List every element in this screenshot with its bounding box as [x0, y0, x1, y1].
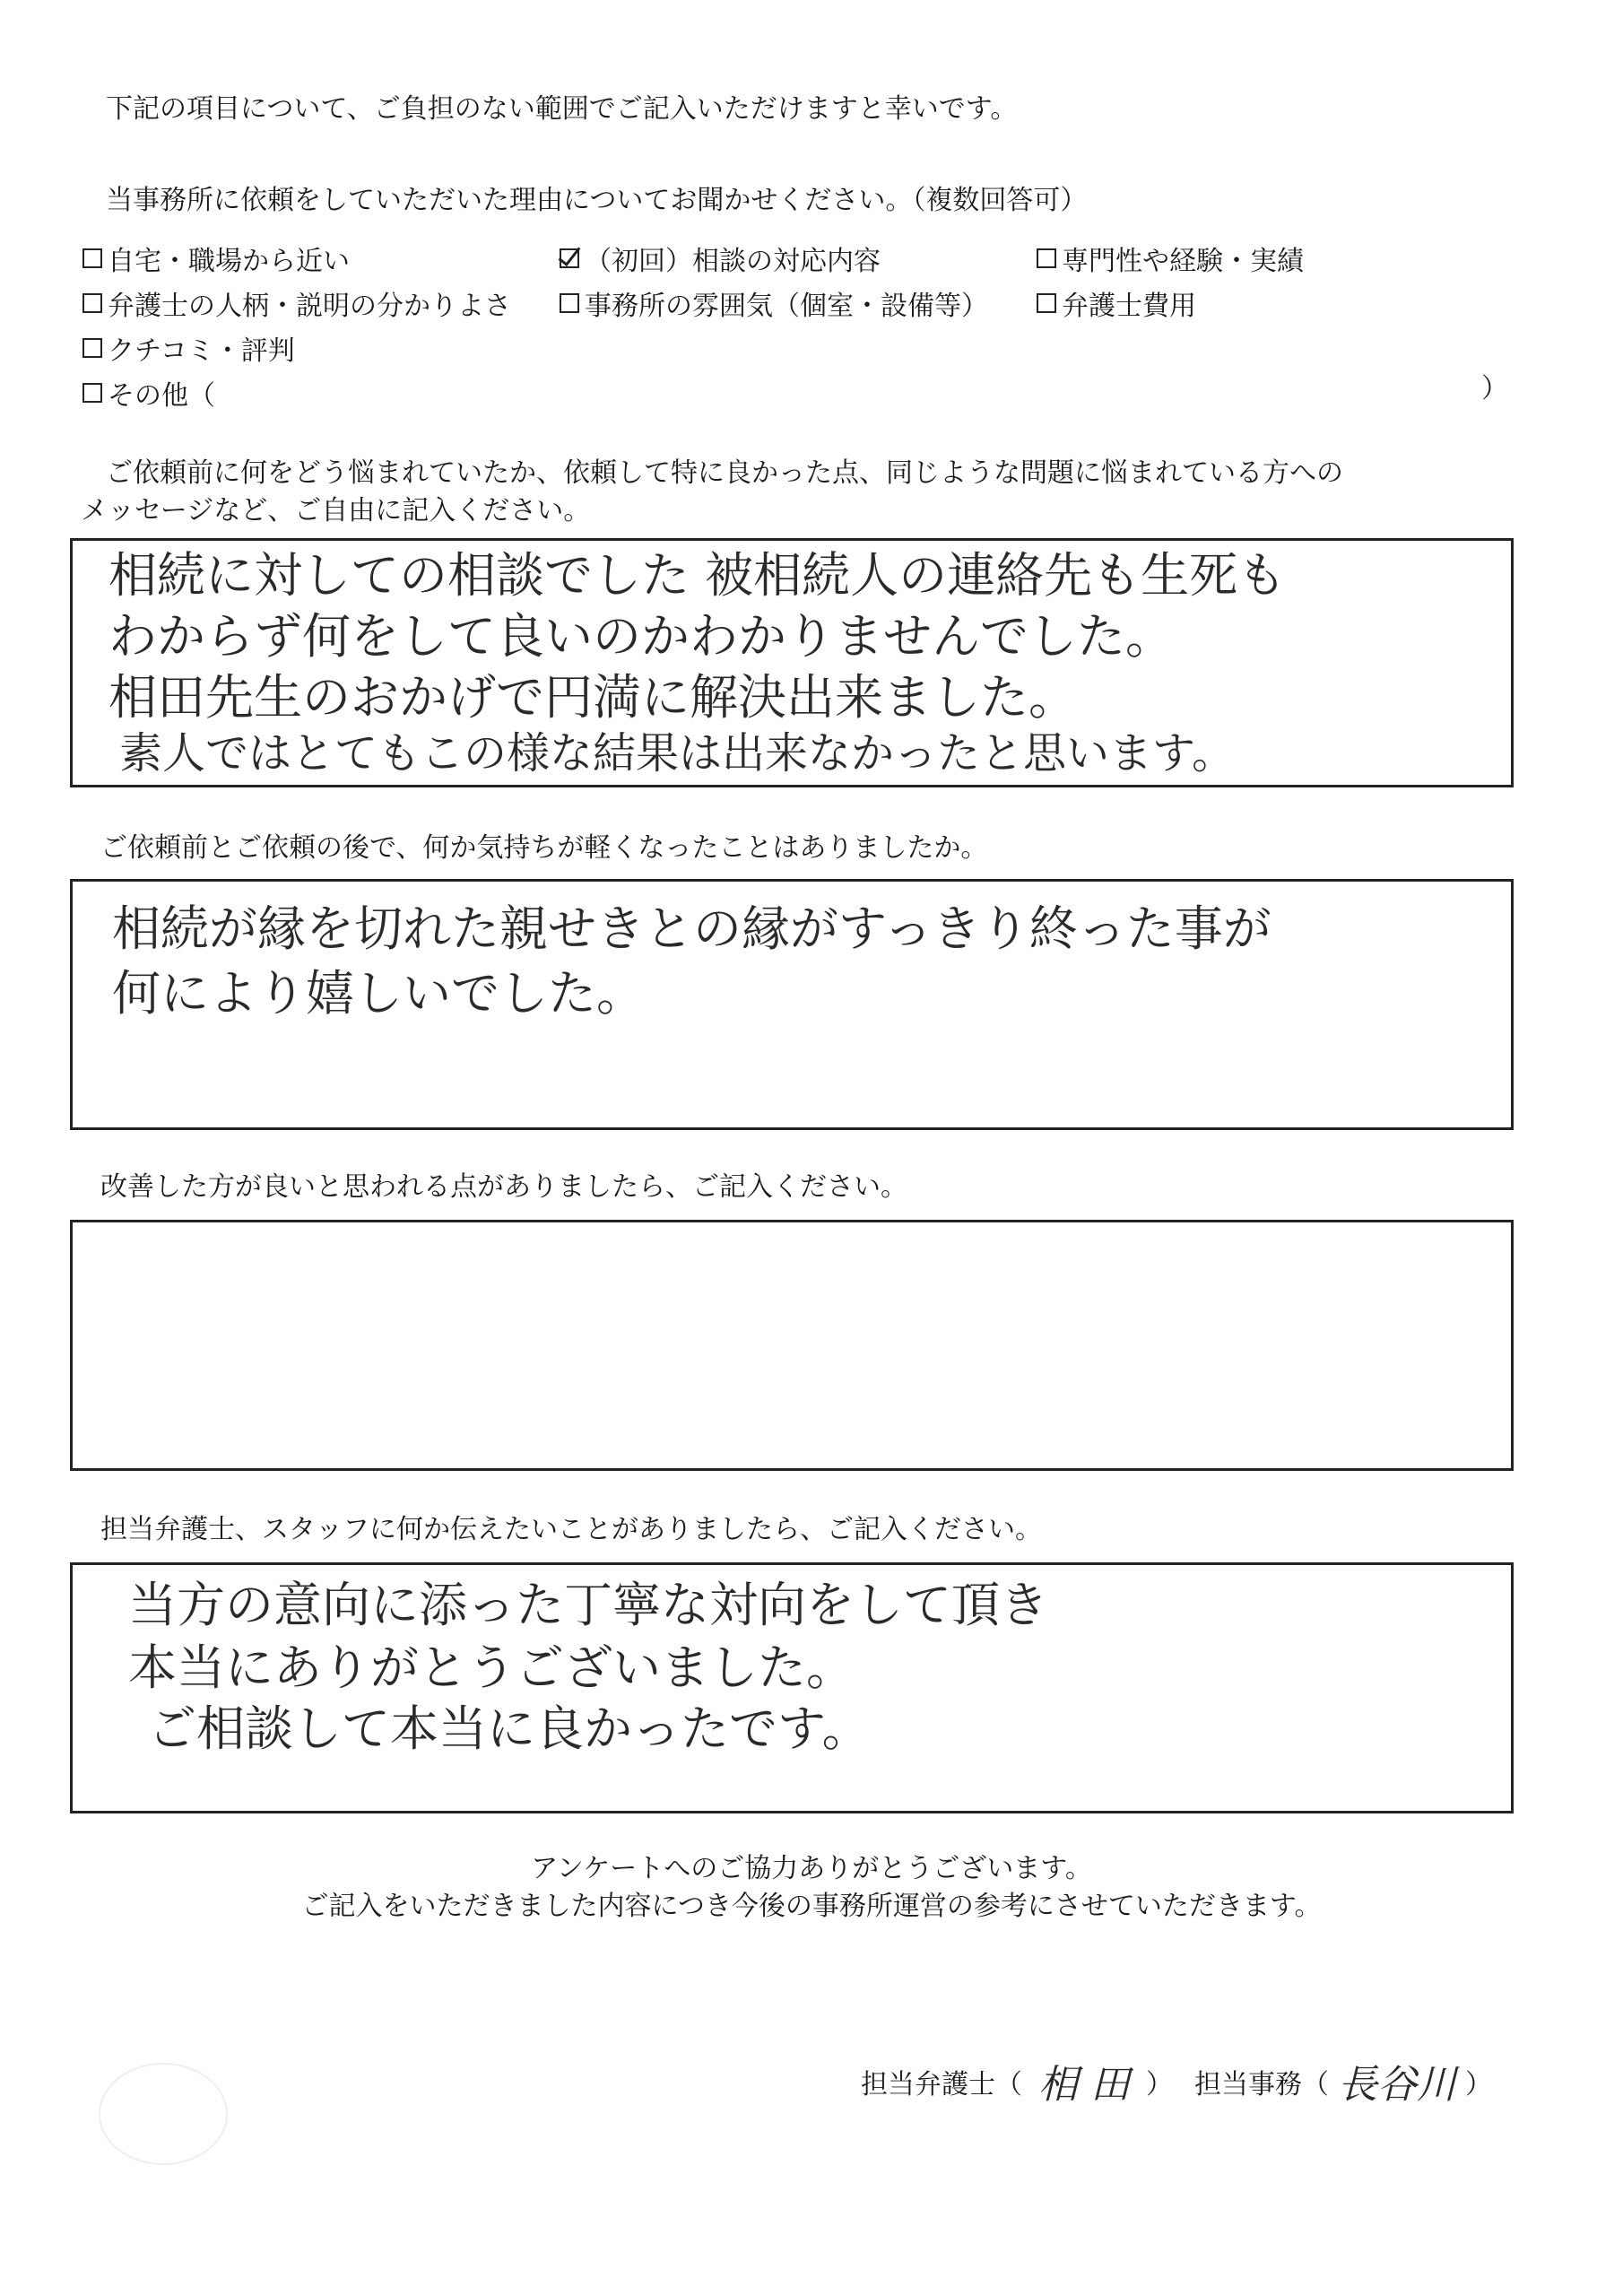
q2-question-line2: メッセージなど、ご自由に記入ください。: [81, 495, 591, 526]
option-lawyer-personality[interactable]: [82, 283, 511, 323]
option-label: （初回）相談の対応内容: [585, 246, 881, 277]
staff-name[interactable]: 長谷川: [1338, 2062, 1456, 2108]
q5-answer-line: ご相談して本当に良かったです。: [148, 1700, 871, 1757]
q3-question: ご依頼前とご依頼の後で、何か気持ちが軽くなったことはありましたか。: [100, 832, 988, 864]
option-label: 自宅・職場から近い: [108, 246, 350, 277]
closing-line2: ご記入をいただきました内容につき今後の事務所運営の参考にさせていただきます。: [301, 1891, 1322, 1922]
intro-text: 下記の項目について、ご負担のない範囲でご記入いただけますと幸いです。: [106, 93, 1018, 125]
option-label: クチコミ・評判: [108, 335, 295, 367]
checkbox-icon[interactable]: [82, 383, 102, 403]
checkbox-icon[interactable]: [82, 338, 102, 358]
staff-label: 担当事務（: [1194, 2069, 1329, 2101]
q2-answer-box[interactable]: [70, 538, 1514, 787]
q2-answer-line: わからず何をして良いのかわかりませんでした。: [108, 608, 1174, 665]
checkbox-icon[interactable]: [560, 293, 579, 313]
q2-answer-line: 相田先生のおかげで円満に解決出来ました。: [108, 669, 1077, 726]
checkbox-icon[interactable]: [82, 293, 102, 313]
option-label: 弁護士費用: [1062, 291, 1196, 322]
option-initial-consultation[interactable]: [560, 239, 881, 278]
footer-staff: [861, 2063, 1492, 2109]
checked-checkbox-icon[interactable]: [560, 248, 579, 268]
q5-answer-line: 当方の意向に添った丁寧な対向をして頂き: [128, 1577, 1048, 1633]
closing-line1: アンケートへのご協力ありがとうございます。: [531, 1853, 1092, 1884]
faint-mark: [99, 2063, 228, 2165]
option-label: 事務所の雰囲気（個室・設備等）: [585, 291, 988, 322]
other-close-paren: ）: [1481, 373, 1508, 404]
option-label: 弁護士の人柄・説明の分かりよさ: [108, 291, 511, 322]
checkbox-icon[interactable]: [1037, 248, 1056, 268]
q5-answer-box[interactable]: [70, 1562, 1514, 1813]
q4-question: 改善した方が良いと思われる点がありましたら、ご記入ください。: [100, 1171, 907, 1203]
option-other[interactable]: [82, 373, 215, 413]
checkbox-icon[interactable]: [82, 248, 102, 268]
lawyer-name[interactable]: 相 田: [1038, 2062, 1130, 2108]
option-near-home-work[interactable]: [82, 239, 350, 278]
lawyer-label: 担当弁護士（: [861, 2069, 1022, 2101]
option-expertise-experience[interactable]: [1037, 239, 1304, 278]
q2-answer-line: 素人ではとてもこの様な結果は出来なかったと思います。: [119, 728, 1236, 778]
q3-answer-line: 相続が縁を切れた親せきとの縁がすっきり終った事が: [112, 900, 1271, 957]
lawyer-close: ）: [1146, 2069, 1173, 2101]
q5-question: 担当弁護士、スタッフに何か伝えたいことがありましたら、ご記入ください。: [100, 1514, 1042, 1545]
q2-answer-line: 相続に対しての相談でした 被相続人の連絡先も生死も: [108, 547, 1287, 604]
option-office-atmosphere[interactable]: [560, 283, 988, 323]
q5-answer-line: 本当にありがとうございました。: [128, 1639, 855, 1696]
option-reviews-reputation[interactable]: [82, 328, 295, 368]
option-label: その他（: [108, 380, 215, 412]
option-lawyer-fees[interactable]: [1037, 283, 1196, 323]
q4-answer-box[interactable]: [70, 1220, 1514, 1471]
checkbox-icon[interactable]: [1037, 293, 1056, 313]
q3-answer-line: 何により嬉しいでした。: [112, 965, 645, 1022]
q2-question-line1: ご依頼前に何をどう悩まれていたか、依頼して特に良かった点、同じような問題に悩まれている方への: [106, 457, 1343, 489]
option-label: 専門性や経験・実績: [1062, 246, 1304, 277]
q3-answer-box[interactable]: [70, 879, 1514, 1130]
q1-question: 当事務所に依頼をしていただいた理由についてお聞かせください。（複数回答可）: [106, 185, 1088, 216]
staff-close: ）: [1465, 2069, 1492, 2101]
